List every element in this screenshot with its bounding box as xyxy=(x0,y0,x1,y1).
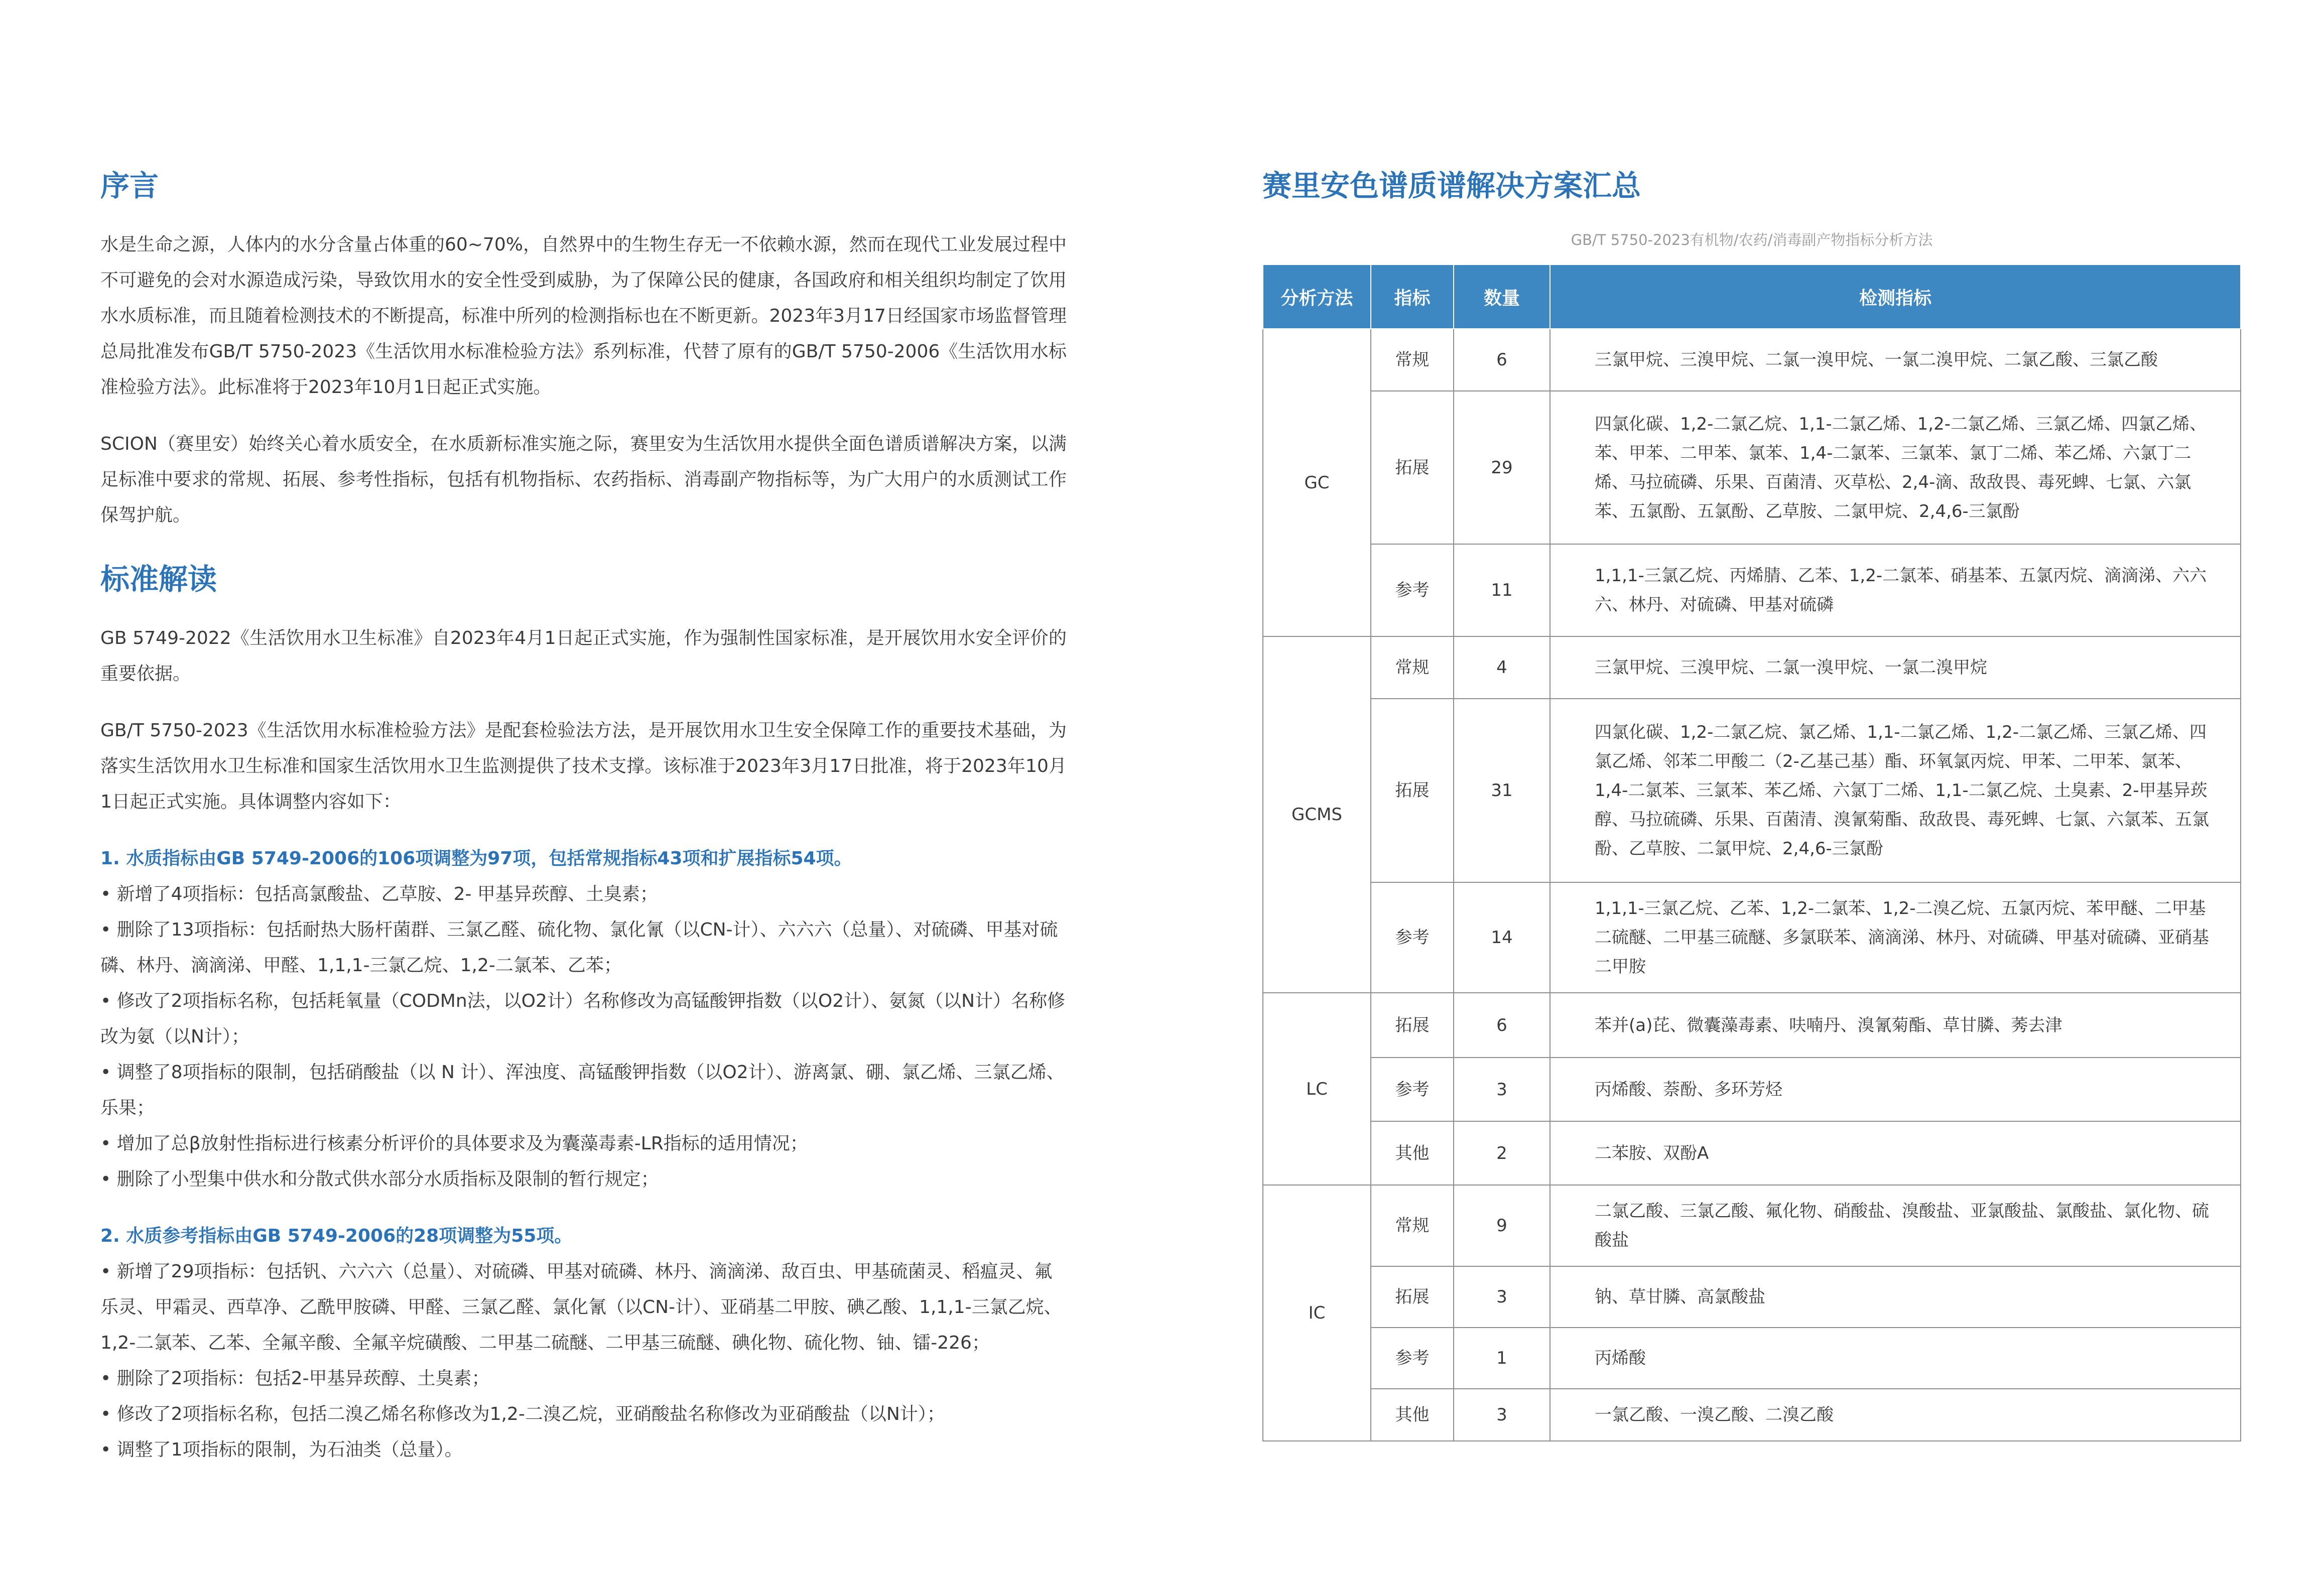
items-cell: 二苯胺、双酚A xyxy=(1550,1121,2241,1185)
items-cell: 一氯乙酸、一溴乙酸、二溴乙酸 xyxy=(1550,1389,2241,1441)
items-cell: 苯并(a)芘、微囊藻毒素、呋喃丹、溴氰菊酯、草甘膦、莠去津 xyxy=(1550,993,2241,1058)
table-row xyxy=(1263,1389,2241,1441)
count-cell: 29 xyxy=(1454,391,1550,544)
list-item: • 修改了2项指标名称，包括耗氧量（CODMn法，以O2计）名称修改为高锰酸钾指数（以O2计）、氨氮（以N计）名称修改为氨（以N计）； xyxy=(100,991,1066,1047)
preface-paragraph-2: SCION（赛里安）始终关心着水质安全，在水质新标准实施之际，赛里安为生活饮用水提供全面色谱质谱解决方案，以满足标准中要求的常规、拓展、参考性指标，包括有机物指标、农药指标、消毒副产物指标等，为广大用户的水质测试工作保驾护航。 xyxy=(100,434,1067,525)
items-cell: 三氯甲烷、三溴甲烷、二氯一溴甲烷、一氯二溴甲烷 xyxy=(1550,636,2241,699)
items-cell: 丙烯酸、萘酚、多环芳烃 xyxy=(1550,1058,2241,1121)
table-row xyxy=(1263,1328,2241,1389)
count-cell: 4 xyxy=(1454,636,1550,699)
items-cell: 钠、草甘膦、高氯酸盐 xyxy=(1550,1266,2241,1328)
indicator-cell: 参考 xyxy=(1371,882,1454,993)
method-cell-gc: GC xyxy=(1263,329,1371,636)
count-cell: 3 xyxy=(1454,1389,1550,1441)
table-caption: GB/T 5750-2023有机物/农药/消毒副产物指标分析方法 xyxy=(1571,231,1933,248)
method-cell-lc: LC xyxy=(1263,993,1371,1185)
list-item: • 新增了4项指标：包括高氯酸盐、乙草胺、2- 甲基异莰醇、土臭素； xyxy=(100,884,658,904)
standard-interpretation-heading: 标准解读 xyxy=(100,562,217,596)
subsection-2-heading: 2. 水质参考指标由GB 5749-2006的28项调整为55项。 xyxy=(100,1226,573,1246)
table-row xyxy=(1263,882,2241,993)
list-item: • 增加了总β放射性指标进行核素分析评价的具体要求及为囊藻毒素-LR指标的适用情况； xyxy=(100,1133,808,1154)
solution-summary-table xyxy=(1262,264,2241,1441)
list-item: • 删除了小型集中供水和分散式供水部分水质指标及限制的暂行规定； xyxy=(100,1169,659,1190)
interpretation-paragraph-2: GB/T 5750-2023《生活饮用水标准检验方法》是配套检验法方法，是开展饮用水卫生安全保障工作的重要技术基础，为落实生活饮用水卫生标准和国家生活饮用水卫生监测提供了技术支撑。该标准于2023年3月17日批准，将于2023年10月1日起正式实施。具体调整内容如下： xyxy=(100,720,1067,812)
preface-paragraph-1: 水是生命之源，人体内的水分含量占体重的60~70%，自然界中的生物生存无一不依赖水源，然而在现代工业发展过程中不可避免的会对水源造成污染，导致饮用水的安全性受到威胁，为了保障公民的健康，各国政府和相关组织均制定了饮用水水质标准，而且随着检测技术的不断提高，标准中所列的检测指标也在不断更新。2023年3月17日经国家市场监督管理总局批准发布GB/T 5750-2023《生活饮用水标准检验方法》系列标准，代替了原有的GB/T 5750-2006《生活饮用水标准检验方法》。此标准将于2023年10月1日起正式实施。 xyxy=(100,234,1067,398)
count-cell: 6 xyxy=(1454,329,1550,391)
table-row xyxy=(1263,329,2241,391)
indicator-cell: 常规 xyxy=(1371,636,1454,699)
indicator-cell: 常规 xyxy=(1371,1185,1454,1266)
count-cell: 2 xyxy=(1454,1121,1550,1185)
indicator-cell: 拓展 xyxy=(1371,699,1454,882)
indicator-cell: 其他 xyxy=(1371,1121,1454,1185)
count-cell: 3 xyxy=(1454,1058,1550,1121)
left-column xyxy=(100,166,1067,1468)
interpretation-paragraph-1: GB 5749-2022《生活饮用水卫生标准》自2023年4月1日起正式实施，作为强制性国家标准，是开展饮用水安全评价的重要依据。 xyxy=(100,628,1067,684)
list-item: • 调整了8项指标的限制，包括硝酸盐（以 N 计）、浑浊度、高锰酸钾指数（以O2计）、游离氯、硼、氯乙烯、三氯乙烯、乐果； xyxy=(100,1062,1065,1118)
indicator-cell: 常规 xyxy=(1371,329,1454,391)
items-cell: 丙烯酸 xyxy=(1550,1328,2241,1389)
header-detected-items: 检测指标 xyxy=(1550,265,2241,329)
indicator-cell: 拓展 xyxy=(1371,1266,1454,1328)
table-row xyxy=(1263,636,2241,699)
table-row xyxy=(1263,1058,2241,1121)
indicator-cell: 参考 xyxy=(1371,1058,1454,1121)
indicator-cell: 其他 xyxy=(1371,1389,1454,1441)
indicator-cell: 拓展 xyxy=(1371,391,1454,544)
table-row xyxy=(1263,1185,2241,1266)
items-cell: 1,1,1-三氯乙烷、乙苯、1,2-二氯苯、1,2-二溴乙烷、五氯丙烷、苯甲醚、二甲基二硫醚、二甲基三硫醚、多氯联苯、滴滴涕、林丹、对硫磷、甲基对硫磷、亚硝基二甲胺 xyxy=(1550,882,2241,993)
subsection-1-list xyxy=(100,876,1067,1197)
indicator-cell: 拓展 xyxy=(1371,993,1454,1058)
count-cell: 31 xyxy=(1454,699,1550,882)
items-cell: 1,1,1-三氯乙烷、丙烯腈、乙苯、1,2-二氯苯、硝基苯、五氯丙烷、滴滴涕、六六六、林丹、对硫磷、甲基对硫磷 xyxy=(1550,544,2241,636)
method-cell-ic: IC xyxy=(1263,1185,1371,1441)
table-row xyxy=(1263,993,2241,1058)
count-cell: 11 xyxy=(1454,544,1550,636)
count-cell: 9 xyxy=(1454,1185,1550,1266)
items-cell: 三氯甲烷、三溴甲烷、二氯一溴甲烷、一氯二溴甲烷、二氯乙酸、三氯乙酸 xyxy=(1550,329,2241,391)
list-item: • 删除了13项指标：包括耐热大肠杆菌群、三氯乙醛、硫化物、氯化氰（以CN-计）、六六六（总量）、对硫磷、甲基对硫磷、林丹、滴滴涕、甲醛、1,1,1-三氯乙烷、1,2-二氯苯、乙苯； xyxy=(100,919,1058,976)
items-cell: 二氯乙酸、三氯乙酸、氟化物、硝酸盐、溴酸盐、亚氯酸盐、氯酸盐、氯化物、硫酸盐 xyxy=(1550,1185,2241,1266)
right-column xyxy=(1262,166,2241,1441)
table-row xyxy=(1263,544,2241,636)
list-item: • 新增了29项指标：包括钒、六六六（总量）、对硫磷、甲基对硫磷、林丹、滴滴涕、敌百虫、甲基硫菌灵、稻瘟灵、氟乐灵、甲霜灵、西草净、乙酰甲胺磷、甲醛、三氯乙醛、氯化氰（以CN-计）、亚硝基二甲胺、碘乙酸、1,1,1-三氯乙烷、1,2-二氯苯、乙苯、全氟辛酸、全氟辛烷磺酸、二甲基二硫醚、二甲基三硫醚、碘化物、硫化物、铀、镭-226； xyxy=(100,1261,1062,1353)
method-cell-gcms: GCMS xyxy=(1263,636,1371,993)
table-header-row xyxy=(1263,265,2241,329)
count-cell: 14 xyxy=(1454,882,1550,993)
count-cell: 6 xyxy=(1454,993,1550,1058)
preface-heading: 序言 xyxy=(100,169,159,203)
items-cell: 四氯化碳、1,2-二氯乙烷、1,1-二氯乙烯、1,2-二氯乙烯、三氯乙烯、四氯乙烯、苯、甲苯、二甲苯、氯苯、1,4-二氯苯、三氯苯、氯丁二烯、苯乙烯、六氯丁二烯、马拉硫磷、乐果、百菌清、灭草松、2,4-滴、敌敌畏、毒死蜱、七氯、六氯苯、五氯酚、五氯酚、乙草胺、二氯甲烷、2,4,6-三氯酚 xyxy=(1550,391,2241,544)
header-indicator: 指标 xyxy=(1371,265,1454,329)
table-row xyxy=(1263,1266,2241,1328)
list-item: • 修改了2项指标名称，包括二溴乙烯名称修改为1,2-二溴乙烷，亚硝酸盐名称修改为亚硝酸盐（以N计）； xyxy=(100,1404,945,1424)
header-method: 分析方法 xyxy=(1263,265,1371,329)
indicator-cell: 参考 xyxy=(1371,544,1454,636)
table-row xyxy=(1263,1121,2241,1185)
count-cell: 3 xyxy=(1454,1266,1550,1328)
items-cell: 四氯化碳、1,2-二氯乙烷、氯乙烯、1,1-二氯乙烯、1,2-二氯乙烯、三氯乙烯、四氯乙烯、邻苯二甲酸二（2-乙基己基）酯、环氧氯丙烷、甲苯、二甲苯、氯苯、1,4-二氯苯、三氯苯、苯乙烯、六氯丁二烯、1,1-二氯乙烷、土臭素、2-甲基异莰醇、马拉硫磷、乐果、百菌清、溴氰菊酯、敌敌畏、毒死蜱、七氯、六氯苯、五氯酚、乙草胺、二氯甲烷、2,4,6-三氯酚 xyxy=(1550,699,2241,882)
list-item: • 调整了1项指标的限制，为石油类（总量）。 xyxy=(100,1439,463,1460)
indicator-cell: 参考 xyxy=(1371,1328,1454,1389)
solution-summary-title: 赛里安色谱质谱解决方案汇总 xyxy=(1262,169,1641,203)
header-count: 数量 xyxy=(1454,265,1550,329)
subsection-1-heading: 1. 水质指标由GB 5749-2006的106项调整为97项，包括常规指标43项和扩展指标54项。 xyxy=(100,848,852,869)
count-cell: 1 xyxy=(1454,1328,1550,1389)
list-item: • 删除了2项指标：包括2-甲基异莰醇、土臭素； xyxy=(100,1368,490,1389)
table-row xyxy=(1263,391,2241,544)
table-row xyxy=(1263,699,2241,882)
subsection-2-list xyxy=(100,1254,1067,1468)
